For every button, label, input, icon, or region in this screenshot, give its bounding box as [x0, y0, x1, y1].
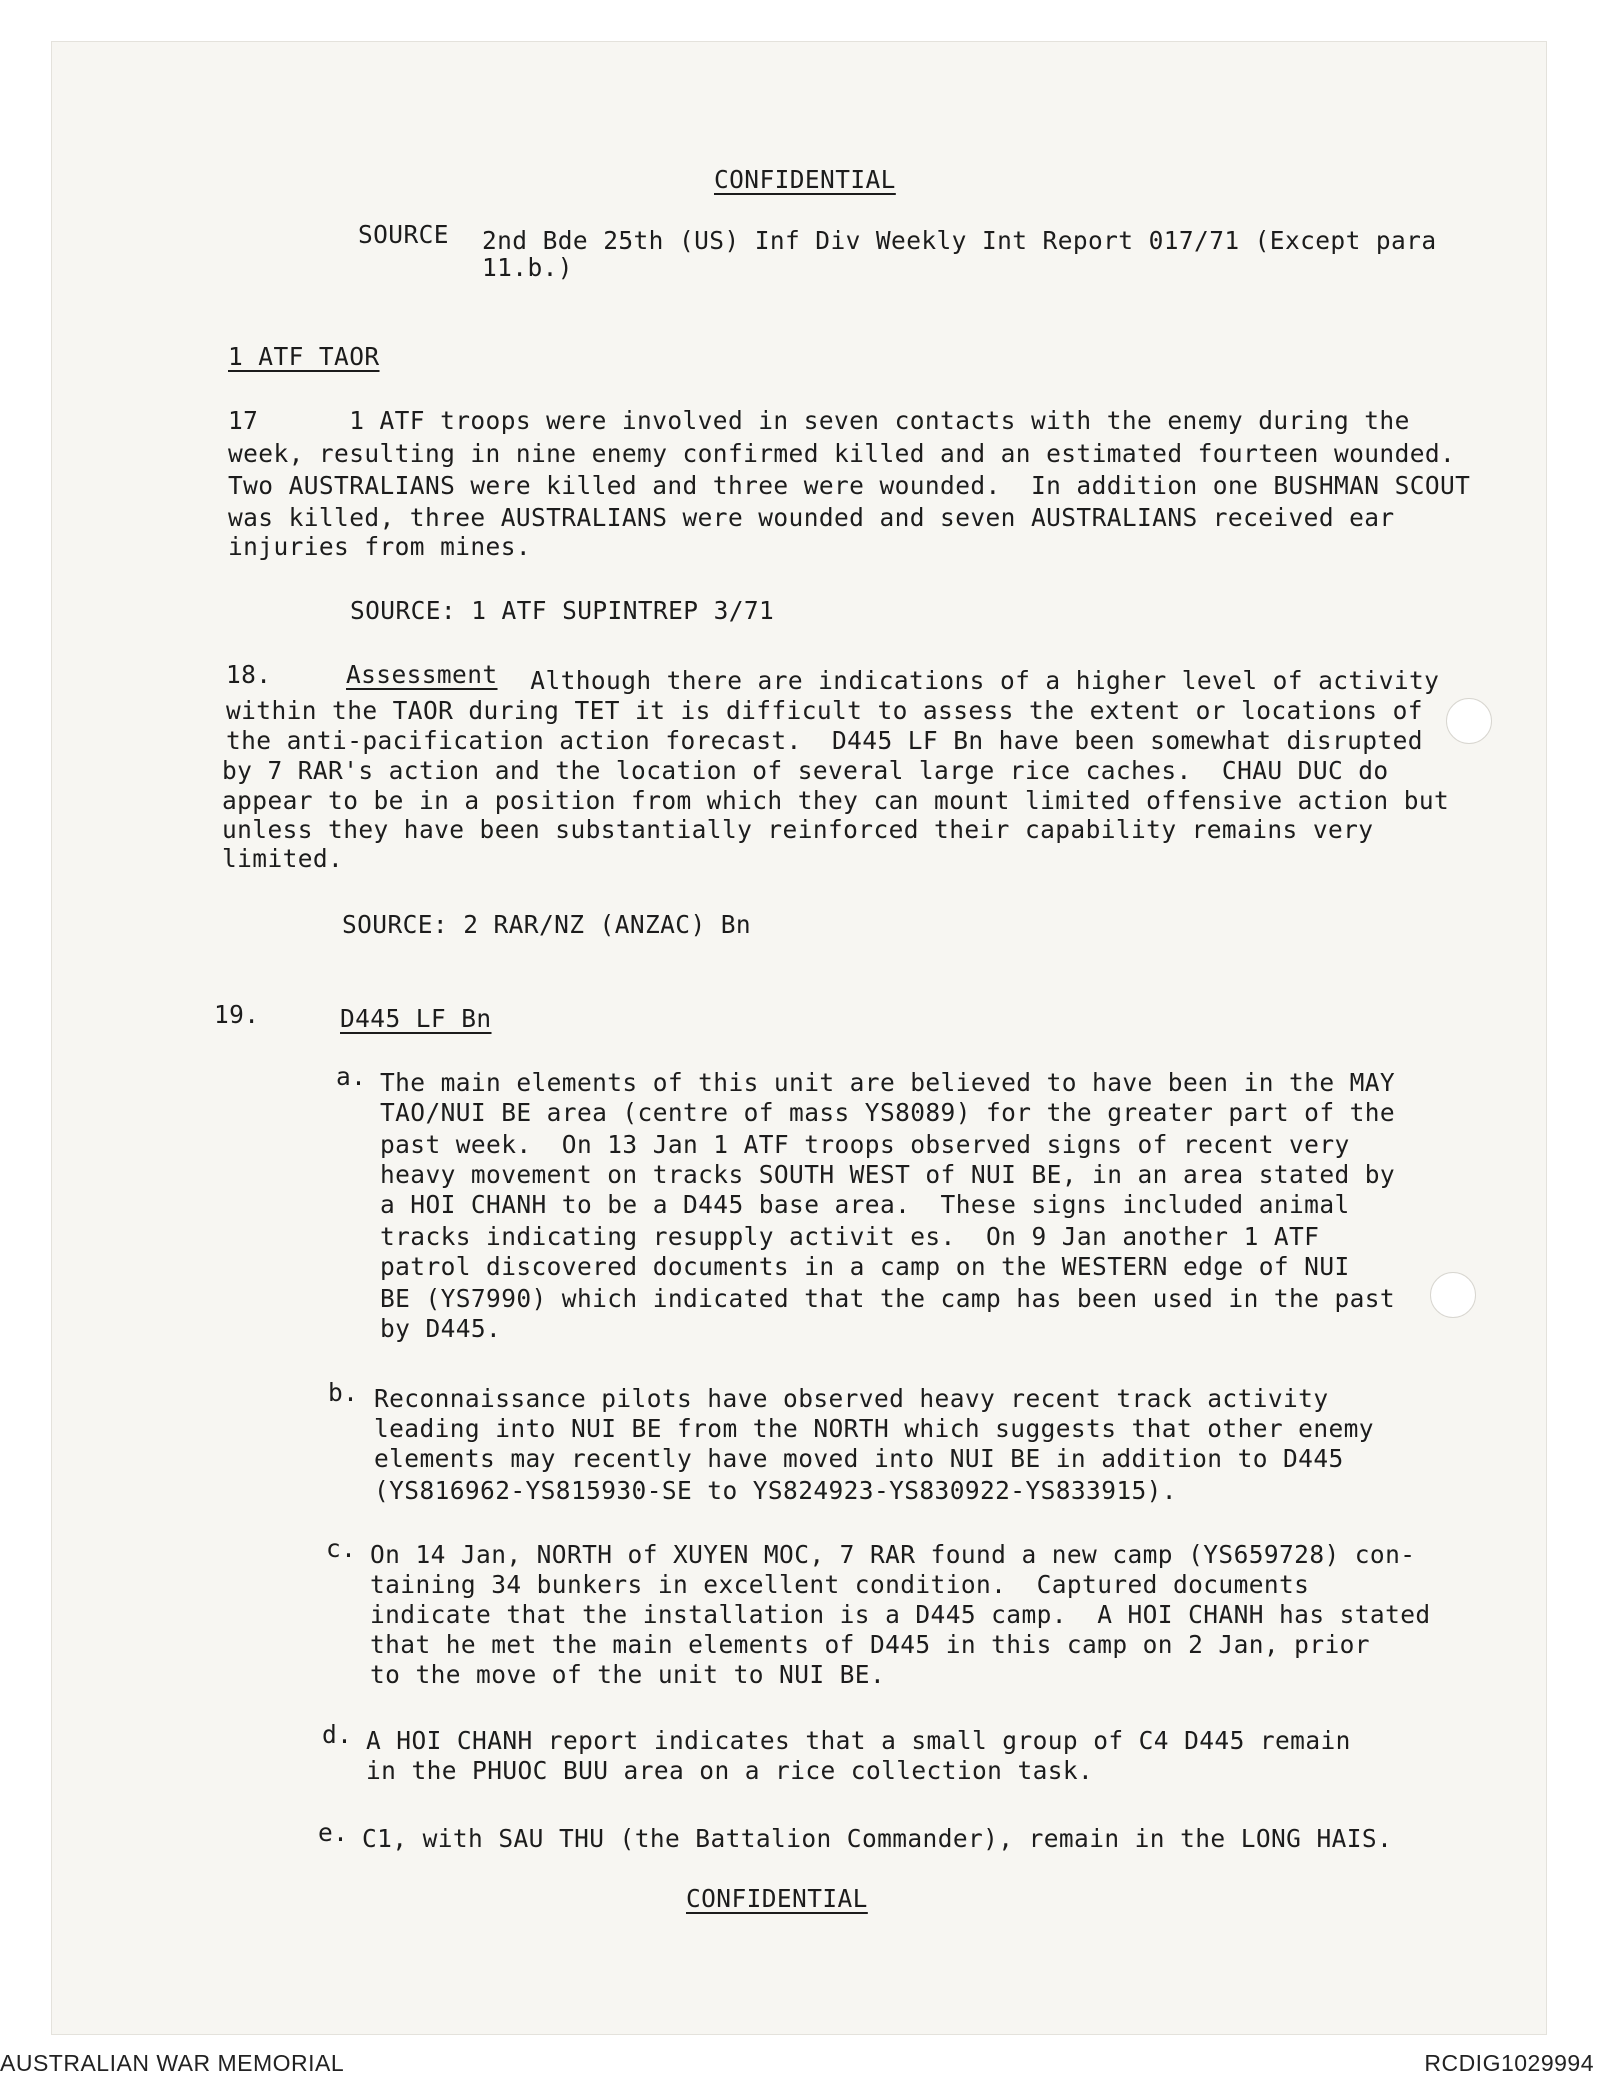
archive-item-id: RCDIG1029994	[1424, 2050, 1594, 2076]
para17-source: SOURCE: 1 ATF SUPINTREP 3/71	[350, 596, 775, 625]
subpara-a-line: BE (YS7990) which indicated that the camp has been used in the past	[380, 1284, 1396, 1313]
para17-line: injuries from mines.	[228, 532, 532, 561]
source-line-2: 11.b.)	[482, 253, 573, 282]
footer-classification: CONFIDENTIAL	[686, 1884, 868, 1913]
para18-title: Assessment	[346, 660, 498, 689]
subpara-b-line: leading into NUI BE from the NORTH which suggests that other enemy	[374, 1414, 1374, 1443]
subpara-a-line: patrol discovered documents in a camp on the WESTERN edge of NUI	[380, 1252, 1350, 1281]
para17-line: week, resulting in nine enemy confirmed killed and an estimated fourteen wounded.	[228, 439, 1456, 468]
para18-first-line: Although there are indications of a higher level of activity	[500, 666, 1440, 695]
section-heading-atf-taor: 1 ATF TAOR	[228, 342, 380, 371]
subpara-c-line: indicate that the installation is a D445 camp. A HOI CHANH has stated	[370, 1600, 1431, 1629]
subpara-e-label: e.	[318, 1818, 349, 1847]
para18-line: by 7 RAR's action and the location of several large rice caches. CHAU DUC do	[222, 756, 1389, 785]
subpara-a-line: TAO/NUI BE area (centre of mass YS8089) for the greater part of the	[380, 1098, 1396, 1127]
subpara-d-line: in the PHUOC BUU area on a rice collection task.	[366, 1756, 1094, 1785]
subpara-b-line: elements may recently have moved into NUI BE in addition to D445	[374, 1444, 1344, 1473]
source-label: SOURCE	[358, 220, 449, 249]
subpara-b-line: Reconnaissance pilots have observed heavy recent track activity	[374, 1384, 1329, 1413]
subpara-b-line: (YS816962-YS815930-SE to YS824923-YS830922-YS833915).	[374, 1476, 1177, 1505]
subpara-c-line: to the move of the unit to NUI BE.	[370, 1660, 886, 1689]
para18-line: limited.	[222, 844, 344, 873]
subpara-c-line: taining 34 bunkers in excellent condition. Captured documents	[370, 1570, 1310, 1599]
source-line-1: 2nd Bde 25th (US) Inf Div Weekly Int Report 017/71 (Except para	[482, 226, 1437, 255]
subpara-a-line: tracks indicating resupply activit es. On 9 Jan another 1 ATF	[380, 1222, 1320, 1251]
subpara-a-line: past week. On 13 Jan 1 ATF troops observed signs of recent very	[380, 1130, 1350, 1159]
para18-line: unless they have been substantially reinforced their capability remains very	[222, 815, 1374, 844]
punch-hole-top	[1446, 698, 1492, 744]
para18-number: 18.	[226, 660, 272, 689]
subpara-c-label: c.	[326, 1534, 357, 1563]
punch-hole-bottom	[1430, 1272, 1476, 1318]
para19-number: 19.	[214, 1000, 260, 1029]
para19-title: D445 LF Bn	[340, 1004, 492, 1033]
subpara-c-line: On 14 Jan, NORTH of XUYEN MOC, 7 RAR found a new camp (YS659728) con-	[370, 1540, 1416, 1569]
para17-line: 17 1 ATF troops were involved in seven contacts with the enemy during the	[228, 406, 1410, 435]
para17-line: Two AUSTRALIANS were killed and three were wounded. In addition one BUSHMAN SCOUT	[228, 471, 1471, 500]
subpara-a-line: heavy movement on tracks SOUTH WEST of NUI BE, in an area stated by	[380, 1160, 1396, 1189]
para18-line: within the TAOR during TET it is difficult to assess the extent or locations of	[226, 696, 1423, 725]
subpara-b-label: b.	[328, 1378, 359, 1407]
subpara-c-line: that he met the main elements of D445 in this camp on 2 Jan, prior	[370, 1630, 1370, 1659]
subpara-e-line: C1, with SAU THU (the Battalion Commander), remain in the LONG HAIS.	[362, 1824, 1393, 1853]
subpara-a-line: a HOI CHANH to be a D445 base area. These signs included animal	[380, 1190, 1350, 1219]
para18-line: appear to be in a position from which they can mount limited offensive action but	[222, 786, 1450, 815]
para18-source: SOURCE: 2 RAR/NZ (ANZAC) Bn	[342, 910, 752, 939]
subpara-a-line: by D445.	[380, 1314, 502, 1343]
subpara-a-label: a.	[336, 1062, 367, 1091]
archive-institution: AUSTRALIAN WAR MEMORIAL	[0, 2050, 345, 2076]
para17-line: was killed, three AUSTRALIANS were wounded and seven AUSTRALIANS received ear	[228, 503, 1395, 532]
subpara-d-line: A HOI CHANH report indicates that a small group of C4 D445 remain	[366, 1726, 1351, 1755]
subpara-d-label: d.	[322, 1720, 353, 1749]
para18-line: the anti-pacification action forecast. D445 LF Bn have been somewhat disrupted	[226, 726, 1423, 755]
header-classification: CONFIDENTIAL	[714, 165, 896, 194]
subpara-a-line: The main elements of this unit are believed to have been in the MAY	[380, 1068, 1396, 1097]
